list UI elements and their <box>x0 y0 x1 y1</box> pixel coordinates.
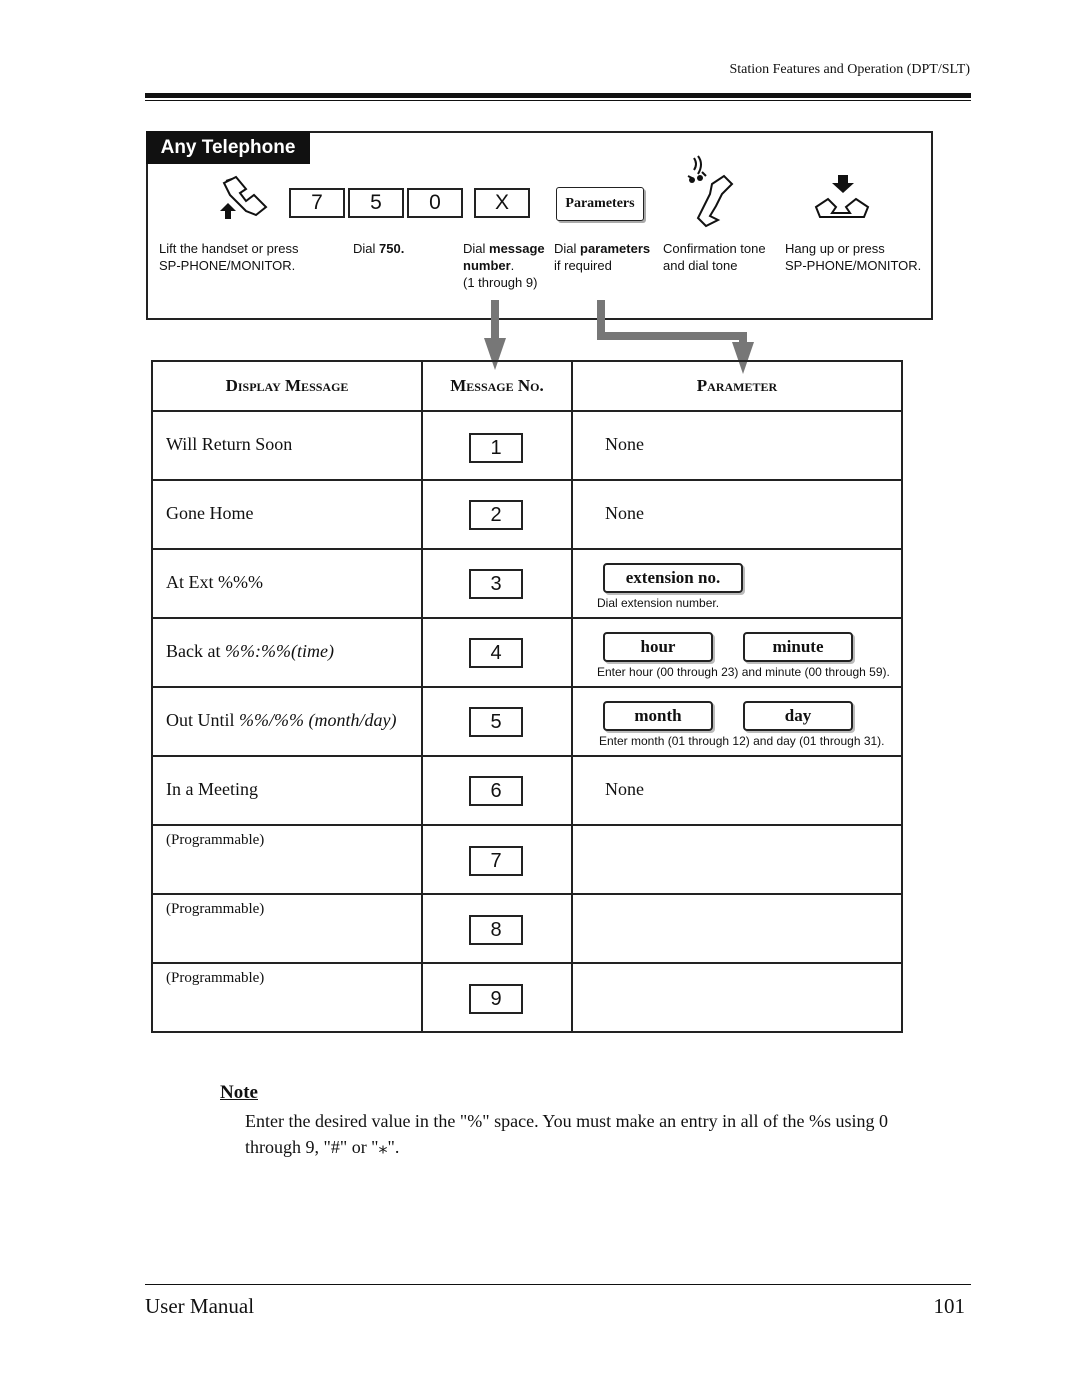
display-message: Out Until %%/%% (month/day) <box>166 710 397 730</box>
display-message: Will Return Soon <box>166 434 293 454</box>
display-message: (Programmable) <box>166 832 265 848</box>
extension-no-box: extension no. <box>603 563 743 593</box>
step-lift-handset: Lift the handset or press SP-PHONE/MONITOR. <box>159 241 299 273</box>
display-message: (Programmable) <box>166 901 265 917</box>
parameter-text: None <box>605 503 644 523</box>
key-0: 0 <box>407 188 463 218</box>
table-row <box>152 825 902 894</box>
table-row <box>152 549 902 618</box>
parameter-note: Dial extension number. <box>597 596 720 610</box>
note-text: Enter the desired value in the "%" space. You must make an entry in all of the %s using 0 through 9, "#" or "⁎". <box>245 1111 889 1157</box>
display-message: Back at %%:%%(time) <box>166 641 334 661</box>
step-dial-message: Dial message number. (1 through 9) <box>463 241 545 290</box>
table-row <box>152 411 902 480</box>
step-dial-code: Dial 750. <box>353 241 405 256</box>
message-table <box>151 360 903 1033</box>
table-row <box>152 894 902 963</box>
table-row <box>152 618 902 687</box>
parameters-key: Parameters <box>556 187 644 221</box>
table-row <box>152 687 902 756</box>
table-row <box>152 480 902 549</box>
table-header-row <box>152 361 902 411</box>
display-message: (Programmable) <box>166 970 265 986</box>
header-rule-thin <box>145 100 971 101</box>
table-row <box>152 756 902 825</box>
message-number-key: 3 <box>469 569 523 599</box>
display-message: Gone Home <box>166 503 254 523</box>
step-hang-up: Hang up or press SP-PHONE/MONITOR. <box>785 241 922 273</box>
header-parameter: Parameter <box>572 361 902 411</box>
procedure-title: Any Telephone <box>146 131 310 164</box>
key-5: 5 <box>348 188 404 218</box>
step-confirmation: Confirmation tone and dial tone <box>663 241 766 273</box>
message-number-key: 8 <box>469 915 523 945</box>
message-number-key: 5 <box>469 707 523 737</box>
key-7: 7 <box>289 188 345 218</box>
day-box: day <box>743 701 853 731</box>
section-header: Station Features and Operation (DPT/SLT) <box>729 62 970 77</box>
header-display-message: Display Message <box>152 361 422 411</box>
message-number-key: 9 <box>469 984 523 1014</box>
message-number-key: 7 <box>469 846 523 876</box>
display-message: In a Meeting <box>166 779 258 799</box>
display-message: At Ext %%% <box>166 572 263 592</box>
parameter-note: Enter month (01 through 12) and day (01 through 31). <box>599 734 885 748</box>
month-box: month <box>603 701 713 731</box>
note-label: Note <box>220 1082 258 1103</box>
on-hook-icon <box>812 173 874 223</box>
message-number-key: 6 <box>469 776 523 806</box>
off-hook-icon <box>216 173 272 221</box>
parameter-text: None <box>605 434 644 454</box>
message-number-key: 4 <box>469 638 523 668</box>
table-row <box>152 963 902 1032</box>
message-number-key: 2 <box>469 500 523 530</box>
step-dial-parameters: Dial parameters if required <box>554 241 651 273</box>
footer-rule <box>145 1284 971 1285</box>
header-message-no: Message No. <box>422 361 572 411</box>
hour-box: hour <box>603 632 713 662</box>
message-number-key: 1 <box>469 433 523 463</box>
confirmation-tone-icon <box>684 150 740 230</box>
parameter-text: None <box>605 779 644 799</box>
footer-title: User Manual <box>145 1294 255 1318</box>
key-x: X <box>474 188 530 218</box>
page-number: 101 <box>933 1294 965 1318</box>
parameter-note: Enter hour (00 through 23) and minute (00 through 59). <box>597 665 890 679</box>
minute-box: minute <box>743 632 853 662</box>
header-rule <box>145 93 971 98</box>
